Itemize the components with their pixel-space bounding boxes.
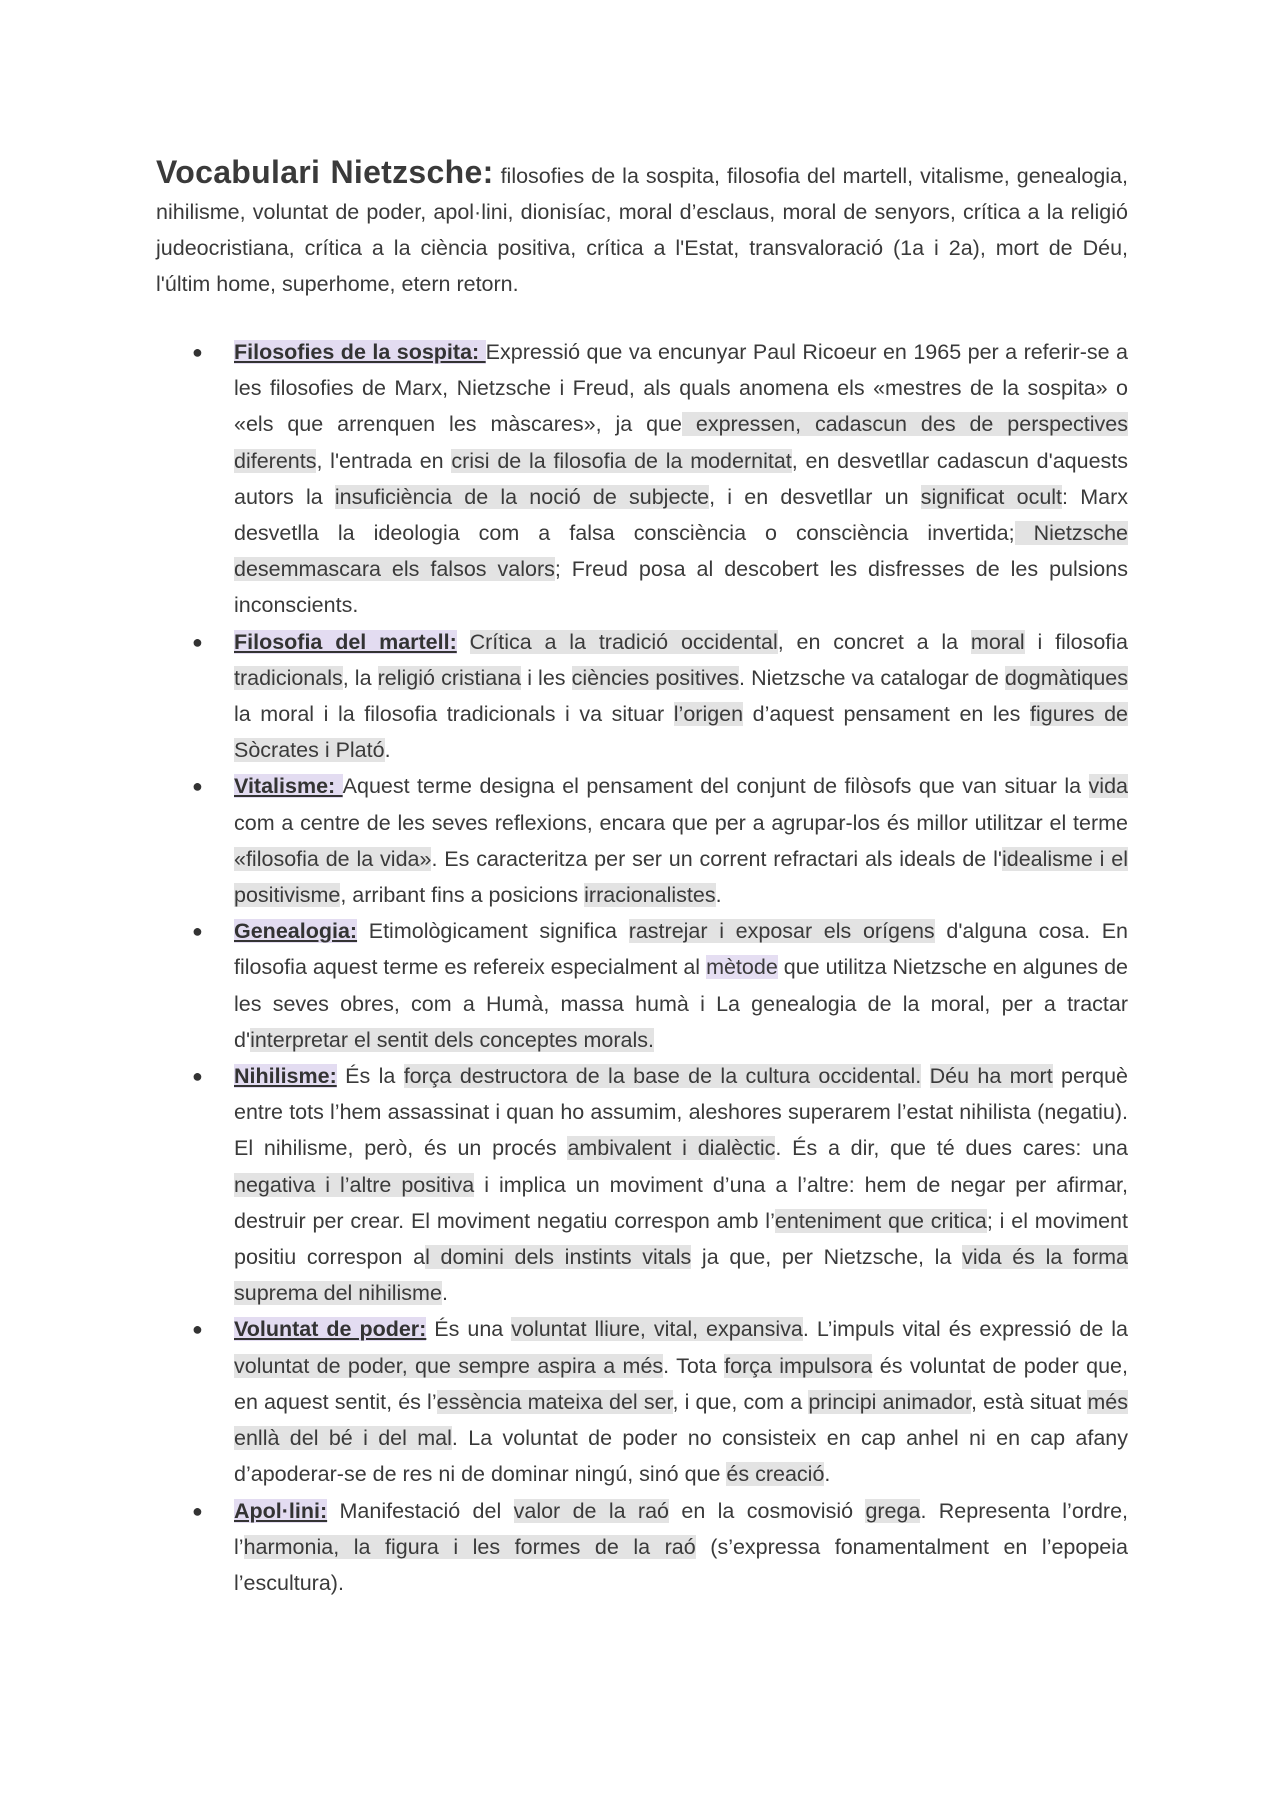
term-label: Apol·lini: [234,1498,328,1523]
term-label: Voluntat de poder: [234,1317,427,1342]
definition-text [234,774,1128,907]
highlighted-text: religió cristiana [377,665,522,690]
highlighted-text: vida és la forma suprema del nihilisme [234,1245,1128,1306]
definition-segment: com a centre de les seves reflexions, encara que per a agrupar-los és millor utilitzar el terme [234,810,1128,835]
definition-segment: ja que, per Nietzsche, la [691,1245,963,1270]
definition-segment: Manifestació del [327,1498,514,1523]
definition-segment: Etimològicament significa [357,919,629,944]
intro-text: filosofies de la sospita, filosofia del martell, vitalisme, genealogia, nihilisme, voluntat de poder, apol·lini, dionisíac, moral d’esclaus, moral de senyors, crítica a la religió judeocristiana, crítica a la ciència positiva, crítica a l'Estat, transvaloració (1a i 2a), mort de Déu, l'últim home, superhome, etern retorn. [156,164,1128,296]
list-item [156,624,1128,769]
definition-segment: . Es caracteritza per ser un corrent refractari als ideals de l' [431,846,1002,871]
highlighted-text: insuficiència de la noció de subjecte [334,484,710,509]
definition-segment: . Representa l’ordre, l’ [234,1498,1128,1559]
highlighted-text: harmonia, la figura i les formes de la raó [243,1534,696,1559]
definition-segment: en la cosmovisió [669,1498,866,1523]
definition-segment: (s’expressa fonamentalment en l’epopeia l’escultura). [234,1534,1128,1595]
highlighted-text: moral [970,629,1025,654]
list-item [156,1311,1128,1492]
highlighted-text: essència mateixa del ser [436,1389,673,1414]
definition-segment [921,1064,929,1088]
definition-text [234,1064,1128,1305]
definition-text [234,1499,1128,1595]
highlighted-text: significat ocult [920,484,1063,509]
highlighted-text: grega [865,1498,921,1523]
definition-segment: , està situat [971,1389,1088,1414]
list-item [156,1493,1128,1602]
definition-segment: i les [521,665,572,690]
definition-segment: . Nietzsche va catalogar de [739,665,1005,690]
term-label: Nihilisme: [234,1064,337,1089]
definition-segment: , arribant fins a posicions [340,883,585,908]
list-item [156,913,1128,1058]
highlighted-text: Déu ha mort [929,1064,1053,1089]
definition-segment: , i que, com a [672,1389,809,1414]
highlighted-text: enteniment que critica [774,1208,987,1233]
highlighted-text: Nietzsche desemmascara els falsos valors [234,521,1128,582]
definition-segment: Aquest terme designa el pensament del conjunt de filòsofs que van situar la [342,774,1089,799]
definition-text [234,1317,1128,1486]
definition-segment: . [384,738,391,763]
highlighted-text: interpretar el sentit dels conceptes morals. [250,1027,654,1052]
highlighted-text: l’origen [673,702,744,727]
highlighted-text: principi animador [808,1389,971,1414]
bullet-icon: ● [192,1319,203,1340]
bullet-icon: ● [192,1066,203,1087]
definition-segment: que utilitza Nietzsche en algunes de les seves obres, com a Humà, massa humà i La genealogia de la moral, per a tractar d' [234,955,1128,1052]
definition-segment: ; Freud posa al descobert les disfresses de les pulsions inconscients. [234,557,1128,618]
definition-segment: . La voluntat de poder no consisteix en cap anhel ni en cap afany d’apoderar-se de res ni de dominar ningú, sinó que [234,1426,1128,1487]
highlighted-text: dogmàtiques [1004,665,1128,690]
definition-segment: d’aquest pensament en les [743,702,1030,727]
definition-segment: , i en desvetllar un [709,484,921,509]
term-label: Vitalisme: [234,774,343,799]
highlighted-text: vida [1088,774,1128,799]
definition-segment: i implica un moviment d’una a l’altre: hem de negar per afirmar, destruir per crear. El moviment negatiu correspon amb l’ [234,1172,1128,1233]
definition-text [234,340,1128,617]
term-label: Filosofia del martell: [234,629,457,654]
definition-segment: És una [426,1317,512,1342]
bullet-icon: ● [192,1500,203,1521]
term-label: Filosofies de la sospita: [234,340,486,364]
definition-text [234,919,1128,1052]
definition-segment: és voluntat de poder que, en aquest sentit, és l’ [234,1353,1128,1414]
highlighted-text: ciències positives [571,665,740,690]
definition-segment: d'alguna cosa. En filosofia aquest terme es refereix especialment al [234,919,1129,980]
document-page [156,154,1128,1601]
highlighted-text: figures de Sòcrates i Plató [234,702,1128,763]
page-title: Vocabulari Nietzsche: [156,154,494,190]
bullet-icon: ● [192,342,203,362]
bullet-icon: ● [192,776,203,797]
highlighted-text: voluntat lliure, vital, expansiva [511,1317,803,1342]
definition-segment: : Marx desvetlla la ideologia com a falsa consciència o consciència invertida; [234,484,1128,546]
definition-segment: perquè entre tots l’hem assassinat i quan ho assumim, aleshores superarem l’estat nihilista (negatiu). El nihilisme, però, és un procés [234,1064,1129,1161]
definition-segment: , en desvetllar cadascun d'aquests autors la [234,448,1129,509]
definition-segment: ; i el moviment positiu correspon a [234,1208,1128,1270]
list-item [156,768,1128,913]
highlighted-text: irracionalistes [584,883,716,908]
definition-segment: . Tota [663,1353,725,1378]
highlighted-text: força impulsora [724,1353,873,1378]
term-label: Genealogia: [234,919,358,944]
definition-segment: i filosofia [1024,629,1128,654]
highlighted-text: més enllà del bé i del mal [234,1389,1129,1451]
intro-paragraph [156,154,1128,302]
definition-segment: la moral i la filosofia tradicionals i va situar [234,702,674,727]
definition-segment: , en concret a la [777,629,971,654]
highlighted-text: és creació [726,1462,825,1487]
highlighted-text: crisi de la filosofia de la modernitat [451,448,792,473]
definition-segment: És la [336,1064,404,1089]
list-item [156,334,1128,624]
bullet-icon: ● [192,921,203,942]
highlighted-text: negativa i l’altre positiva [234,1172,475,1197]
highlighted-text: Crítica a la tradició occidental [469,629,778,654]
highlighted-text: idealisme i el positivisme [234,846,1128,908]
definition-segment: . És a dir, que té dues cares: una [775,1136,1128,1161]
definition-segment: Expressió que va encunyar Paul Ricoeur en 1965 per a referir-se a les filosofies de Marx, Nietzsche i Freud, als quals anomena els «mestres de la sospita» o «els que arrenquen les màscares», ja que [234,340,1128,437]
definition-segment [457,630,470,654]
vocabulary-list [156,334,1128,1601]
highlighted-text: tradicionals [234,665,343,690]
highlighted-text: l domini dels instints vitals [425,1245,692,1270]
highlighted-text: voluntat de poder, que sempre aspira a més [234,1353,664,1378]
highlighted-text: expressen, cadascun des de perspectives diferents [234,412,1128,473]
highlighted-text: ambivalent i dialèctic [567,1136,776,1161]
highlighted-text: «filosofia de la vida» [234,846,432,871]
bullet-icon: ● [192,631,203,652]
highlighted-text: valor de la raó [513,1498,670,1523]
definition-segment: . [715,883,722,908]
highlighted-text: força destructora de la base de la cultura occidental. [403,1064,922,1089]
highlighted-text: rastrejar i exposar els orígens [628,919,935,944]
definition-segment: . [441,1281,448,1306]
definition-segment: . [824,1462,831,1487]
definition-segment: , la [342,665,378,690]
highlighted-text: mètode [706,955,778,980]
list-item [156,1058,1128,1311]
definition-segment: , l'entrada en [316,448,452,473]
definition-segment: . L’impuls vital és expressió de la [802,1317,1128,1342]
